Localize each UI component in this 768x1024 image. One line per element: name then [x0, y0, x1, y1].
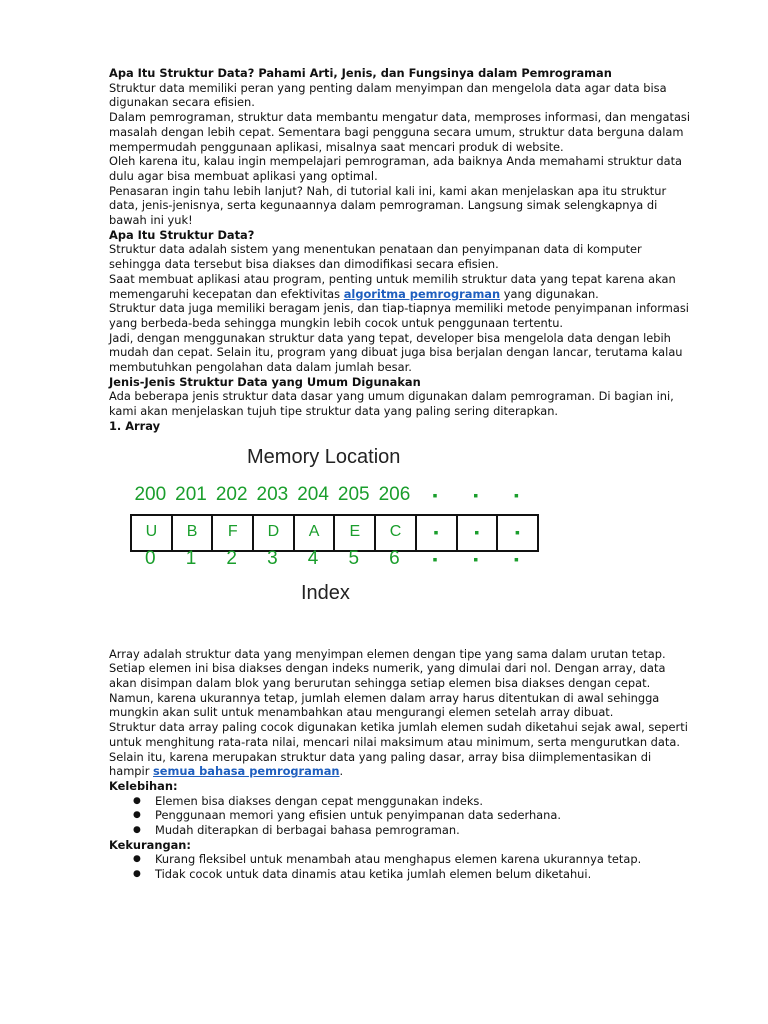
index-number: 5 [348, 547, 360, 569]
cons-heading: Kekurangan: [109, 837, 191, 852]
text-span: Saat membuat aplikasi atau program, penting untuk memilih struktur data yang tepat karena akan memengaruhi kecepatan dan efektivitas [109, 271, 676, 301]
array-cell: U [132, 516, 173, 550]
pros-heading: Kelebihan: [109, 778, 178, 793]
array-cell: A [295, 516, 336, 550]
index-row [130, 547, 537, 569]
index-number: 4 [307, 547, 319, 569]
list-item: ● Tidak cocok untuk data dinamis atau ketika jumlah elemen belum diketahui. [109, 867, 691, 882]
memory-address: 205 [337, 483, 370, 505]
array-paragraph: Struktur data array paling cocok digunakan ketika jumlah elemen sudah diketahui sejak awal, seperti untuk menghitung rata-rata nilai, mencari nilai maksimum atau minimum, serta mengurutkan data. [109, 720, 688, 749]
memory-address: 200 [134, 483, 167, 505]
memory-address: 203 [256, 483, 289, 505]
array-cells [130, 514, 539, 552]
array-memory-diagram [109, 444, 691, 632]
text-span: Selain itu, karena merupakan struktur data yang paling dasar, array bisa diimplementasikan di hampir [109, 749, 652, 779]
array-cell: E [335, 516, 376, 550]
array-paragraph: Namun, karena ukurannya tetap, jumlah elemen dalam array harus ditentukan di awal sehingga mungkin akan sulit untuk menambahkan atau mengurangi elemen setelah array dibuat. [109, 690, 660, 720]
ellipsis-dot: ▪ [432, 486, 438, 503]
memory-address: 206 [378, 483, 411, 505]
memory-address: 202 [215, 483, 248, 505]
list-item: ● Penggunaan memori yang efisien untuk penyimpanan data sederhana. [109, 808, 691, 823]
index-number: 6 [389, 547, 400, 569]
array-cell: F [213, 516, 254, 550]
pros-list [109, 794, 691, 838]
text-span: . [339, 764, 344, 779]
link-semua-bahasa-pemrograman[interactable]: semua bahasa pemrograman [153, 764, 340, 779]
intro-paragraph: Dalam pemrograman, struktur data membantu mengatur data, memproses informasi, dan mengatasi masalah dengan lebih cepat. Sementara bagi pengguna secara umum, struktur data berguna dalam mempermudah penggunaan aplikasi, misalnya saat mencari produk di website. [109, 110, 691, 154]
text-span: yang digunakan. [500, 286, 599, 301]
array-paragraph: Array adalah struktur data yang menyimpan elemen dengan tipe yang sama dalam urutan tetap. Setiap elemen ini bisa diakses dengan indeks numerik, yang dimulai dari nol. Dengan array, data akan disimpan dalam blok yang berurutan sehingga setiap elemen bisa diakses dengan cepat. [109, 646, 666, 690]
link-algoritma-pemrograman[interactable]: algoritma pemrograman [343, 286, 501, 301]
diagram-subtitle: Index [301, 581, 350, 604]
intro-paragraph: Oleh karena itu, kalau ingin mempelajari pemrograman, ada baiknya Anda memahami struktur data dulu agar bisa membuat aplikasi yang optimal. [109, 154, 683, 183]
section1-paragraph-with-link [109, 272, 691, 301]
array-cell-empty: ▪ [458, 516, 499, 550]
item-heading-array: 1. Array [109, 418, 161, 433]
ellipsis-dot: ▪ [432, 550, 438, 567]
cons-list [109, 852, 691, 881]
memory-address: 201 [175, 483, 207, 505]
section-heading-struktur-data: Apa Itu Struktur Data? [109, 227, 255, 242]
section1-paragraph: Jadi, dengan menggunakan struktur data yang tepat, developer bisa mengelola data dengan lebih mudah dan cepat. Selain itu, program yang dibuat juga bisa berjalan dengan lancar, terutama kalau membutuhkan pengolahan data dalam jumlah besar. [109, 330, 683, 375]
ellipsis-dot: ▪ [473, 550, 479, 567]
list-item: ● Elemen bisa diakses dengan cepat menggunakan indeks. [109, 794, 691, 809]
document-title: Apa Itu Struktur Data? Pahami Arti, Jenis, dan Fungsinya dalam Pemrograman [109, 66, 612, 80]
index-number: 1 [185, 547, 197, 569]
array-cell: D [254, 516, 295, 550]
memory-address: 204 [297, 483, 329, 505]
section-heading-jenis-struktur-data: Jenis-Jenis Struktur Data yang Umum Digunakan [109, 374, 421, 389]
array-cell-empty: ▪ [417, 516, 458, 550]
list-item: ● Kurang fleksibel untuk menambah atau menghapus elemen karena ukurannya tetap. [109, 852, 691, 867]
array-cell: B [173, 516, 214, 550]
intro-paragraph: Struktur data memiliki peran yang penting dalam menyimpan dan mengelola data agar data bisa digunakan secara efisien. [109, 80, 667, 110]
list-item: ● Mudah diterapkan di berbagai bahasa pemrograman. [109, 823, 691, 838]
diagram-title: Memory Location [247, 445, 401, 468]
section1-paragraph: Struktur data juga memiliki beragam jenis, dan tiap-tiapnya memiliki metode penyimpanan informasi yang berbeda-beda sehingga mungkin lebih cocok untuk penggunaan tertentu. [109, 301, 689, 330]
intro-paragraph: Penasaran ingin tahu lebih lanjut? Nah, di tutorial kali ini, kami akan menjelaskan apa itu struktur data, jenis-jenisnya, serta kegunaannya dalam pemrograman. Langsung simak selengkapnya di bawah ini yuk! [109, 183, 667, 228]
index-number: 0 [145, 547, 156, 569]
index-number: 2 [226, 547, 237, 569]
ellipsis-dot: ▪ [514, 550, 520, 567]
document-page [109, 66, 691, 882]
ellipsis-dot: ▪ [473, 486, 479, 503]
array-cell: C [376, 516, 417, 550]
array-paragraph-with-link [109, 750, 691, 779]
array-cell-empty: ▪ [498, 516, 539, 550]
section2-paragraph: Ada beberapa jenis struktur data dasar yang umum digunakan dalam pemrograman. Di bagian ini, kami akan menjelaskan tujuh tipe struktur data yang paling sering diterapkan. [109, 389, 674, 419]
ellipsis-dot: ▪ [514, 486, 520, 503]
index-number: 3 [267, 547, 278, 569]
memory-address-row [130, 483, 537, 505]
section1-paragraph: Struktur data adalah sistem yang menentukan penataan dan penyimpanan data di komputer sehingga data tersebut bisa diakses dan dimodifikasi secara efisien. [109, 242, 642, 272]
